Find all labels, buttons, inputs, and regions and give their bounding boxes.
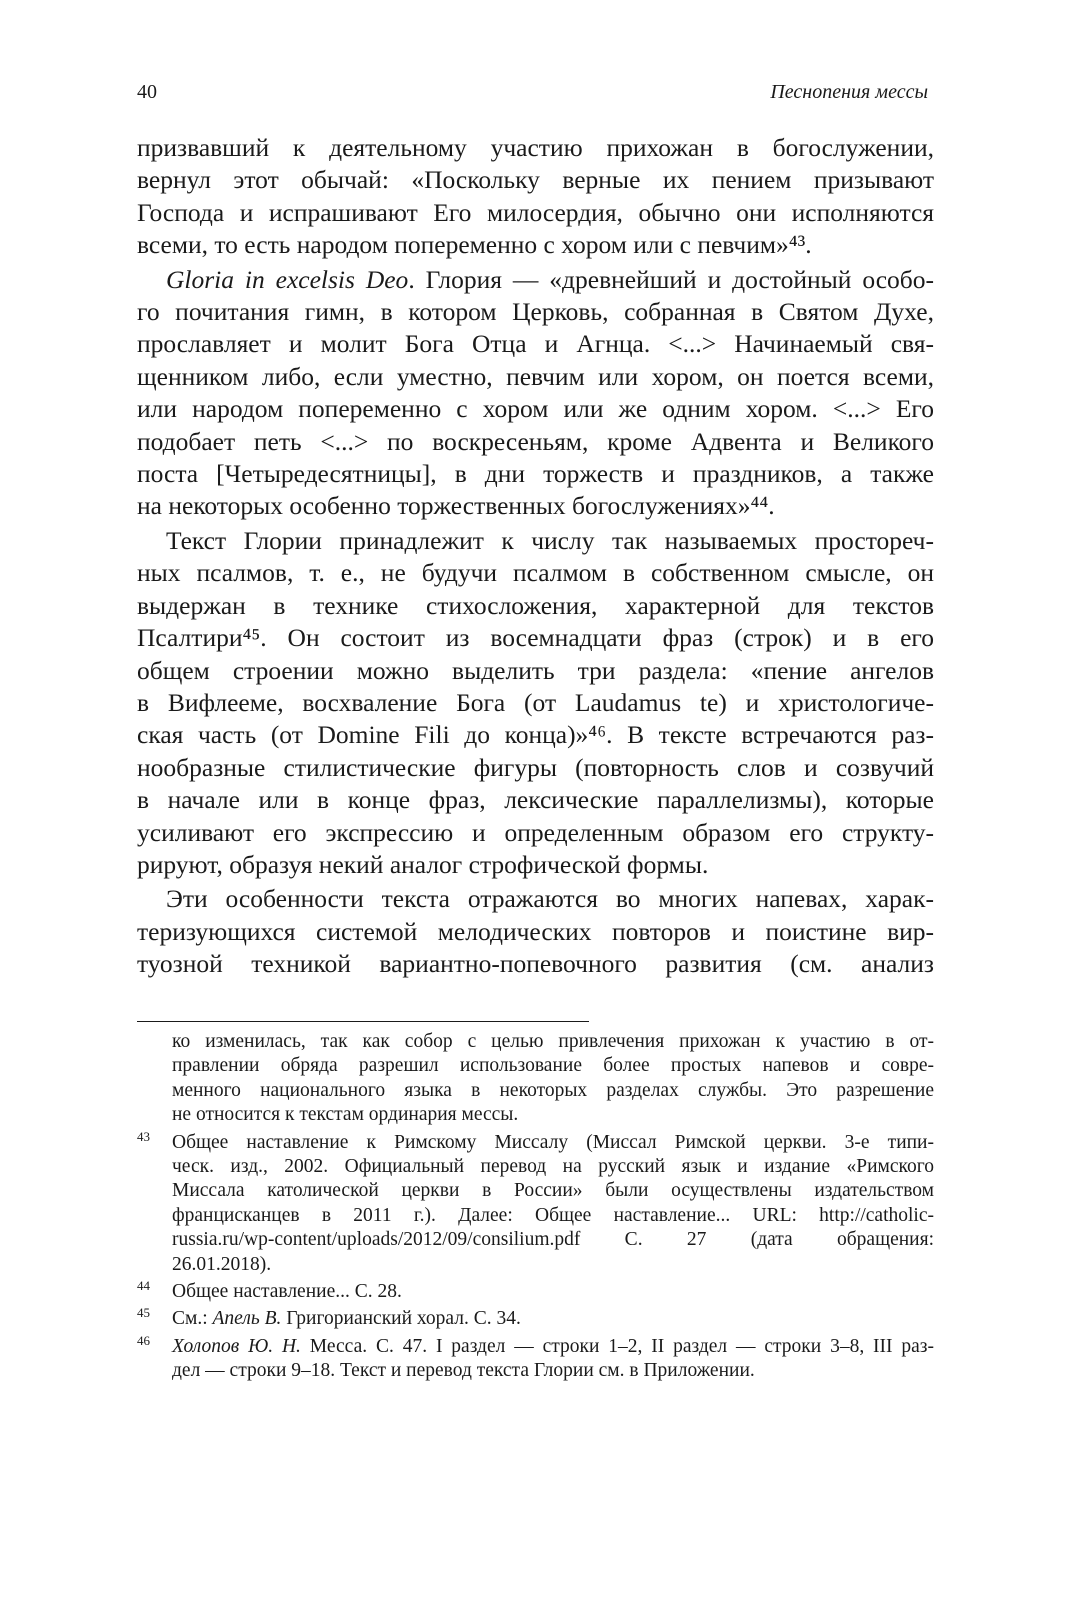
footnote-line: Общее наставление к Римскому Миссалу (Миссал Римской церкви. 3-е типи- [172, 1131, 934, 1153]
text-line: Господа и испрашивают Его милосердия, обычно они исполняются [137, 197, 934, 227]
footnote-line: францисканцев в 2011 г.). Далее: Общее наставление... URL: http://catholic- [172, 1204, 934, 1226]
paragraph-1 [137, 132, 934, 262]
text-line: вернул этот обычай: «Поскольку верные их пением призывают [137, 165, 934, 195]
text-line: теризующихся системой мелодических повторов и поистине вир- [137, 916, 934, 946]
citation-text: Месса. С. 47. I раздел — строки 1–2, II раздел — строки 3–8, III раз- [300, 1335, 935, 1357]
page-number: 40 [137, 81, 157, 103]
text-line: ных псалмов, т. е., не будучи псалмом в собственном смысле, он [137, 558, 934, 588]
footnote-number: 44 [137, 1278, 150, 1294]
text-line: Эти особенности текста отражаются во многих напевах, харак- [166, 884, 934, 914]
footnote-line: дел — строки 9–18. Текст и перевод текста Глории см. в Приложении. [172, 1360, 755, 1382]
text-line: ская часть (от Domine Fili до конца)»⁴⁶. В тексте встречаются раз- [137, 720, 934, 750]
text-line: на некоторых особенно торжественных богослужениях»⁴⁴. [137, 491, 775, 521]
text-line: Псалтири⁴⁵. Он состоит из восемнадцати фраз (строк) и в его [137, 623, 934, 653]
footnote-line: не относится к текстам ординария мессы. [172, 1104, 519, 1126]
footnote-43 [137, 1128, 934, 1277]
paragraph-2 [137, 264, 934, 523]
footnote-number: 43 [137, 1128, 150, 1144]
text-line: призвавший к деятельному участию прихожан в богослужении, [137, 133, 934, 162]
text-line: Текст Глории принадлежит к числу так называемых простореч- [166, 525, 934, 555]
text-line: поста [Четыредесятницы], в дни торжеств и праздников, а также [137, 459, 934, 489]
text-line: щенником либо, если уместно, певчим или хором, он поется всеми, [137, 361, 934, 391]
footnote-44 [137, 1280, 934, 1304]
footnotes [137, 1030, 934, 1387]
footnote-number: 46 [137, 1332, 150, 1348]
running-title: Песнопения мессы [770, 81, 928, 103]
footnote-line: ческ. изд., 2002. Официальный перевод на русский язык и издание «Римского [172, 1156, 934, 1178]
footnote-line: Общее наставление... С. 28. [172, 1281, 402, 1303]
text-fragment: . Глория — «древнейший и достойный особо- [408, 264, 934, 294]
author-name: Апель В. [212, 1308, 282, 1330]
text-line: подобает петь <...> по воскресеньям, кроме Адвента и Великого [137, 426, 934, 456]
footnote-line: Миссала католической церкви в России» были осуществлены издательством [172, 1180, 934, 1202]
paragraph-3 [137, 525, 934, 881]
footnote-line: правлении обряда разрешил использование более простых напевов и совре- [172, 1055, 934, 1077]
footnote-45 [137, 1307, 934, 1331]
text-line: общем строении можно выделить три раздела: «пение ангелов [137, 655, 934, 685]
footnote-46 [137, 1332, 935, 1384]
author-name: Холопов Ю. Н. [172, 1335, 301, 1357]
text-line: рируют, образуя некий аналог строфической формы. [137, 849, 709, 879]
text-line: в начале или в конце фраз, лексические параллелизмы), которые [137, 785, 934, 815]
text-line: прославляет и молит Бога Отца и Агнца. <...> Начинаемый свя- [137, 329, 934, 359]
footnote-divider [137, 1021, 589, 1022]
text-line: туозной техникой вариантно-попевочного развития (см. анализ [137, 949, 934, 979]
text-line: выдержан в технике стихосложения, характерной для текстов [137, 590, 934, 620]
text-line: всеми, то есть народом попеременно с хором или с певчим»⁴³. [137, 230, 812, 260]
gloria-title: Gloria in excelsis Deo [166, 264, 409, 294]
footnote-line: russia.ru/wp-content/uploads/2012/09/consilium.pdf С. 27 (дата обращения: [172, 1229, 934, 1251]
paragraph-4 [137, 883, 934, 980]
text-line: или народом попеременно с хором или же одним хором. <...> Его [137, 394, 934, 424]
citation-text: Григорианский хорал. С. 34. [281, 1308, 521, 1330]
footnote-line: 26.01.2018). [172, 1253, 272, 1275]
footnote-line: менного национального языка в некоторых разделах службы. Это разрешение [172, 1079, 934, 1101]
text-line: в Вифлееме, восхваление Бога (от Laudamus te) и христологиче- [137, 687, 934, 717]
text-line: го почитания гимн, в котором Церковь, собранная в Святом Духе, [137, 297, 934, 327]
footnote-line: ко изменилась, так как собор с целью привлечения прихожан к участию в от- [172, 1031, 934, 1052]
footnote-line [172, 1335, 934, 1359]
footnote-line [172, 1307, 934, 1331]
text-line: усиливают его экспрессию и определенным образом его структу- [137, 817, 934, 847]
footnote-number: 45 [137, 1305, 150, 1321]
main-text [137, 132, 934, 981]
footnote-continued [137, 1030, 934, 1128]
text-line: нообразные стилистические фигуры (повторность слов и созвучий [137, 752, 934, 782]
text-line [137, 264, 934, 296]
see-prefix: См.: [172, 1308, 213, 1330]
